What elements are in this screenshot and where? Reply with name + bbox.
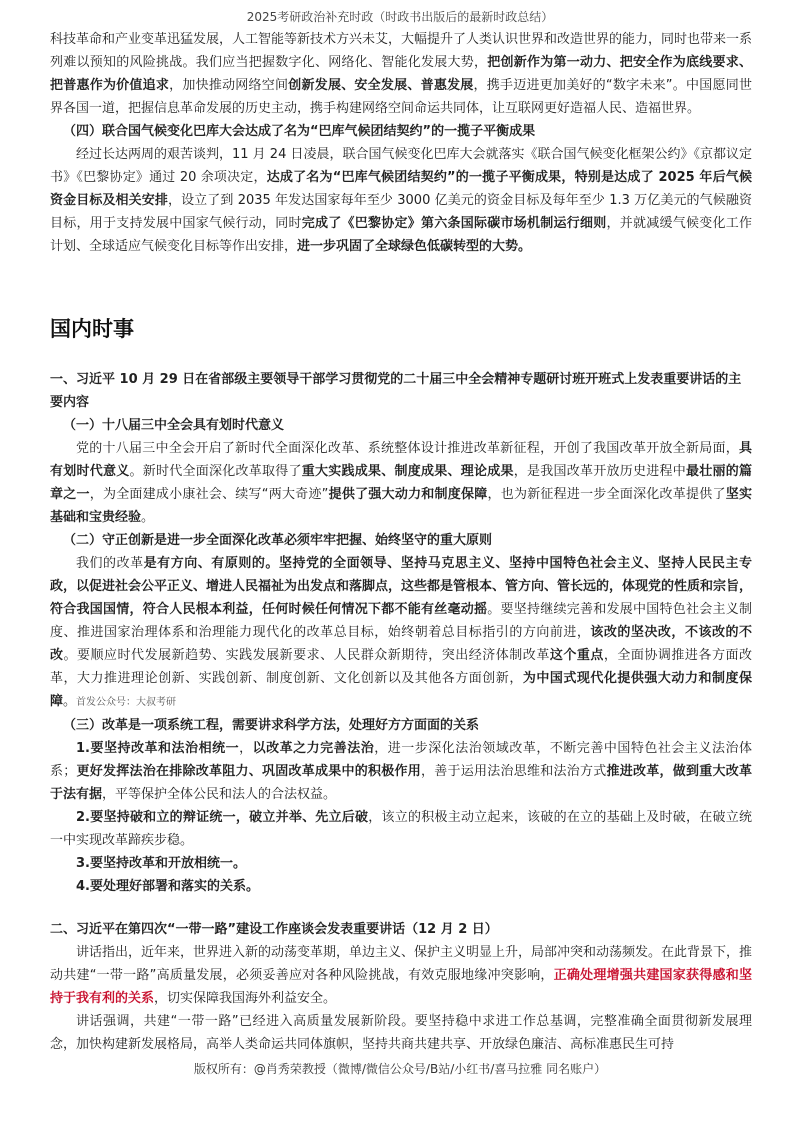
bold-text: 提供了强大动力和制度保障 <box>328 487 488 502</box>
text-run: ，该立的积极主动立起来，该破的在立的基础上及时破，在破立统一中实现改革蹄疾步稳。 <box>50 810 752 848</box>
bold-text: 进一步巩固了全球绿色低碳转型的大势。 <box>297 239 532 254</box>
text-run: ，善于运用法治思维和法治方式 <box>420 764 607 779</box>
bold-text: 1.要坚持改革和法治相统一 <box>76 741 240 756</box>
bold-text: 更好发挥法治在排除改革阻力、巩固改革成果中的积极作用 <box>76 764 421 779</box>
text-run: ，平等保护全体公民和法人的合法权益。 <box>102 787 337 802</box>
bold-text: 是有方向、有原则的。坚持党的全面领导、坚持马克思主义、坚持中国特色社会主义、坚持人民民主专政，以促进社会公平正义、增进人民福祉为出发点和落脚点，这些都是管根本、管方向、管长远的，体现党的性质和宗旨，符合我国国情，符合人民根本利益，任何时候任何情况下都不能有丝毫动摇 <box>50 556 753 617</box>
text-run: ，全面协调推进各方面改革，大力推进理论创新、实践创新、制度创新、文化创新以及其他各方面创新， <box>50 648 752 686</box>
intl-paragraph-2 <box>50 143 752 258</box>
paragraph-s2-runs <box>50 556 752 709</box>
text-run: ，携手迈进更加美好的“数字未来”。中国愿同世界各国一道，把握信息革命发展的历史主动，携手构建网络空间命运共同体，让互联网更好造福人民、造福世界。 <box>50 78 752 116</box>
document-header: 2025考研政治补充时政（时政书出版后的最新时政总结） <box>246 10 554 24</box>
text-run: ，是我国改革开放历史进程中 <box>513 464 686 479</box>
text-run: ，并就减缓气候变化工作计划、全球适应气候变化目标等作出安排， <box>50 216 752 254</box>
paragraph-s3-3: 3.要坚持改革和开放相统一。 <box>76 856 246 871</box>
bold-text: 完成了《巴黎协定》第六条国际碳市场机制运行细则 <box>301 216 607 231</box>
text-run: ， <box>239 741 253 756</box>
bold-text: 创新发展、安全发展、普惠发展 <box>288 78 474 93</box>
text-run: ，进一步深化法治领域改革，不断完善中国特色社会主义法治体系； <box>50 741 752 779</box>
bold-text: 坚实基础和宝贵经验 <box>50 487 752 525</box>
text-run: 党的十八届三中全会开启了新时代全面深化改革、系统整体设计推进改革新征程，开创了我国改革开放全新局面， <box>76 441 739 456</box>
bold-text: 这个重点 <box>549 648 604 663</box>
bold-text: 以改革之力完善法治 <box>252 741 375 756</box>
text-run: ，设立了到 2035 年发达国家每年至少 3000 亿美元的资金目标及每年至少 1.3 万亿美元的气候融资目标，用于支持发展中国家气候行动，同时 <box>50 193 752 231</box>
subheading-1: （一）十八届三中全会具有划时代意义 <box>63 418 285 433</box>
subheading-2: （二）守正创新是进一步全面深化改革必须牢牢把握、始终坚守的重大原则 <box>63 533 493 548</box>
bold-text: 2.要坚持破和立的辩证统一，破立并举、先立后破 <box>76 810 369 825</box>
text-run: 。 <box>63 694 77 709</box>
paragraph-s3-2 <box>50 806 752 852</box>
paragraph-item2-2: 讲话强调，共建“一带一路”已经进入高质量发展新阶段。要坚持稳中求进工作总基调，完整准确全面贯彻新发展理念，加快构建新发展格局，高举人类命运共同体旗帜，坚持共商共建共享、开放绿色廉洁、高标准惠民生可持 <box>50 1014 752 1052</box>
text-run: 经过长达两周的艰苦谈判，11 月 24 日凌晨，联合国气候变化巴库大会就落实《联合国气候变化框架公约》《京都议定书》《巴黎协定》通过 20 余项决定， <box>50 147 752 185</box>
bold-text: 为中国式现代化提供强大动力和制度保障 <box>50 671 752 709</box>
text-run: 我们的改革 <box>76 556 144 571</box>
text-run: ，切实保障我国海外利益安全。 <box>154 991 337 1006</box>
copyright-footer: 版权所有：@肖秀荣教授（微博/微信公众号/B站/小红书/喜马拉雅 同名账户） <box>193 1062 607 1076</box>
text-run: 讲话指出，近年来，世界进入新的动荡变革期，单边主义、保护主义明显上升，局部冲突和动荡频发。在此背景下，推动共建“一带一路”高质量发展，必须妥善应对各种风险挑战，有效克服地缘冲突影响， <box>50 945 753 983</box>
bold-text: 具有划时代意义 <box>50 441 752 479</box>
bold-text: 达成了名为“巴库气候团结契约”的一揽子平衡成果，特别是达成了 2025 年后气候资金目标及相关安排 <box>50 170 752 208</box>
paragraph-s1 <box>50 437 752 529</box>
text-run: 。新时代全面深化改革取得了 <box>129 464 302 479</box>
subheading-4: （四）联合国气候变化巴库大会达成了名为“巴库气候团结契约”的一揽子平衡成果 <box>63 124 536 139</box>
paragraph-item2-1 <box>50 941 752 1010</box>
text-run: 。要顺应时代发展新趋势、实践发展新要求、人民群众新期待，突出经济体制改革 <box>63 648 550 663</box>
document-body <box>50 28 752 1056</box>
paragraph-s2 <box>50 552 752 714</box>
text-run: ，加快推动网络空间 <box>169 78 289 93</box>
bold-text: 把创新作为第一动力、把安全作为底线要求、把普惠作为价值追求 <box>50 55 752 93</box>
intl-paragraph-1 <box>50 28 752 120</box>
item-2-heading: 二、习近平在第四次“一带一路”建设工作座谈会发表重要讲话（12 月 2 日） <box>50 922 498 937</box>
subheading-3: （三）改革是一项系统工程，需要讲求科学方法，处理好方方面面的关系 <box>63 718 480 733</box>
text-run: 。要坚持继续完善和发展中国特色社会主义制度、推进国家治理体系和治理能力现代化的改革总目标，始终朝着总目标指引的方向前进， <box>50 602 752 640</box>
highlight-text: 正确处理增强共建国家获得感和坚持于我有利的关系 <box>50 968 752 1006</box>
item-1-heading: 一、习近平 10 月 29 日在省部级主要领导干部学习贯彻党的二十届三中全会精神专题研讨班开班式上发表重要讲话的主要内容 <box>50 372 742 410</box>
section-title-domestic: 国内时事 <box>50 317 134 341</box>
bold-text: 推进改革，做到重大改革于法有据 <box>50 764 752 802</box>
bold-text: 最壮丽的篇章之一 <box>50 464 752 502</box>
source-note: 首发公众号：大叔考研 <box>76 697 177 708</box>
bold-text: 重大实践成果、制度成果、理论成果 <box>301 464 514 479</box>
text-run: ，为全面建成小康社会、续写“两大奇迹” <box>89 487 329 502</box>
paragraph-s3-1 <box>50 737 752 806</box>
text-run: ，也为新征程进一步全面深化改革提供了 <box>487 487 726 502</box>
paragraph-s3-4: 4.要处理好部署和落实的关系。 <box>76 879 259 894</box>
bold-text: 该改的坚决改，不该改的不改 <box>50 625 752 663</box>
text-run: 科技革命和产业变革迅猛发展，人工智能等新技术方兴未艾，大幅提升了人类认识世界和改造世界的能力，同时也带来一系列难以预知的风险挑战。我们应当把握数字化、网络化、智能化发展大势， <box>50 32 753 70</box>
text-run: 。 <box>141 510 155 525</box>
